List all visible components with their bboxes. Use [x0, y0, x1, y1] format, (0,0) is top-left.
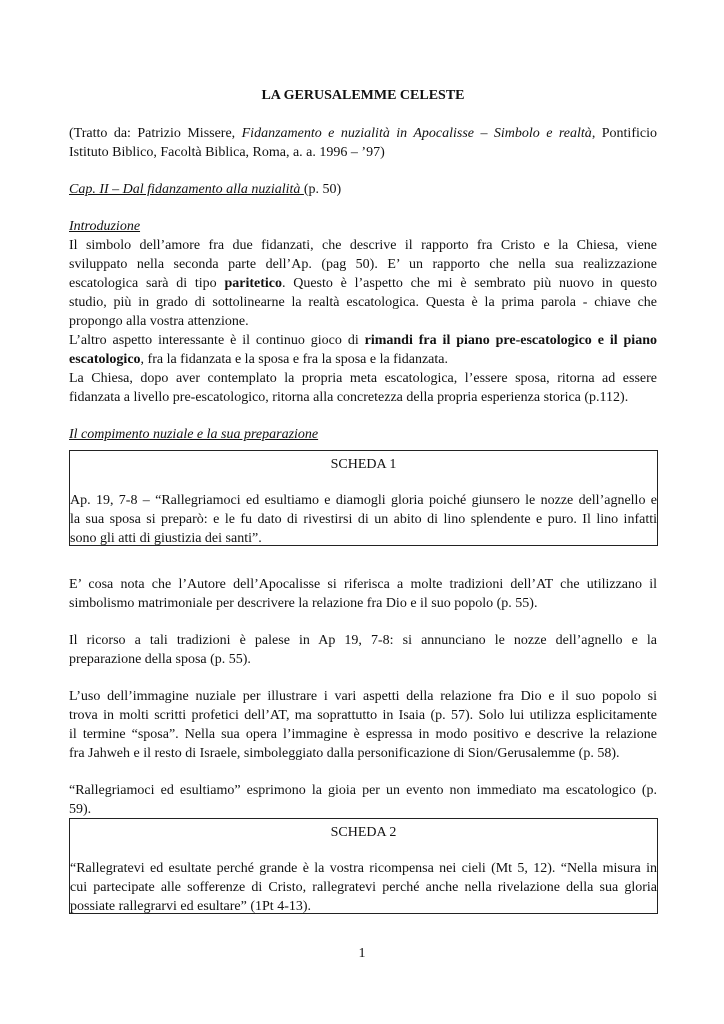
keyword-escatologico: escatologico: [69, 352, 141, 367]
body-text-line: preparazione della sposa (p. 55).: [69, 652, 251, 667]
intro-heading-text: Introduzione: [69, 219, 141, 234]
scheda-2-text-line: cui partecipate alle sofferenze di Cristo, rallegratevi perché anche nella rivelazione della sua gloria: [70, 880, 657, 895]
body-text-line: 59).: [69, 802, 92, 817]
chapter-title: Cap. II – Dal fidanzamento alla nuzialità: [69, 182, 304, 197]
body-text-line: trova in molti scritti profetici dell’AT, ma soprattutto in Isaia (p. 57). Solo lui utilizza esplicitamente: [69, 708, 657, 723]
keyword-rimandi: rimandi fra il piano pre-escatologico e il piano: [364, 333, 657, 348]
source-text: , Pontificio: [591, 126, 657, 141]
scheda-2-box: [69, 818, 658, 914]
intro-text: . Questo è l’aspetto che mi è sembrato più nuovo in questo: [281, 276, 657, 291]
intro-text-line: propongo alla vostra attenzione.: [69, 314, 249, 329]
intro-heading: [69, 217, 657, 236]
scheda-1-text-line: la sua sposa si preparò: e le fu dato di rivestirsi di un abito di lino splendente e puro. Il lino infatti: [70, 512, 657, 527]
chapter-page-ref: (p. 50): [303, 182, 342, 197]
body-text-line: fra Jahweh e il resto di Israele, simboleggiato dalla personificazione di Sion/Gerusalemme (p. 58).: [69, 746, 620, 761]
body-text-line: il termine “sposa”. Nella sua opera l’immagine è espressa in modo positivo e descrive la relazione: [69, 727, 657, 742]
document-title: LA GERUSALEMME CELESTE: [261, 88, 465, 103]
body-text-line: E’ cosa nota che l’Autore dell’Apocalisse si riferisca a molte tradizioni dell’AT che utilizzano il: [69, 577, 657, 592]
intro-text-line: [69, 274, 657, 293]
intro-text-line: sviluppato nella seconda parte dell’Ap. (pag 50). E’ un rapporto che nella sua realizzazione: [69, 257, 657, 272]
section-heading: [69, 425, 657, 444]
page-number: 1: [358, 946, 366, 961]
body-text-line: “Rallegriamoci ed esultiamo” esprimono la gioia per un evento non immediato ma escatologico (p.: [69, 783, 657, 798]
scheda-1-box: [69, 450, 658, 546]
intro-text: , fra la fidanzata e la sposa e fra la sposa e la fidanzata.: [140, 352, 448, 367]
intro-text-line: fidanzata a livello pre-escatologico, ritorna alla concretezza della propria esperienza storica (p.112).: [69, 390, 629, 405]
section-heading-text: Il compimento nuziale e la sua preparazione: [69, 427, 319, 442]
scheda-1-text-line: Ap. 19, 7-8 – “Rallegriamoci ed esultiamo e diamogli gloria poiché giunsero le nozze dell’agnello e: [70, 493, 657, 508]
scheda-1-text-line: sono gli atti di giustizia dei santi”.: [70, 531, 262, 546]
source-citation-line-2: Istituto Biblico, Facoltà Biblica, Roma, a. a. 1996 – ’97): [69, 145, 385, 160]
body-text-line: Il ricorso a tali tradizioni è palese in Ap 19, 7-8: si annunciano le nozze dell’agnello e la: [69, 633, 657, 648]
source-book-title: Fidanzamento e nuzialità in Apocalisse – Simbolo e realtà: [241, 126, 592, 141]
scheda-2-text-line: possiate rallegrarvi ed esultare” (1Pt 4-13).: [70, 899, 312, 914]
intro-text: escatologica sarà di tipo: [69, 276, 225, 291]
intro-text-line: studio, più in grado di sottolinearne la realtà escatologica. Questa è la prima parola - chiave che: [69, 295, 657, 310]
intro-text-line: Il simbolo dell’amore fra due fidanzati, che descrive il rapporto fra Cristo e la Chiesa, viene: [69, 238, 657, 253]
intro-text-line: [69, 350, 657, 369]
keyword-paritetico: paritetico: [224, 276, 282, 291]
scheda-1-title: SCHEDA 1: [330, 457, 397, 472]
source-citation-line-1: [69, 124, 657, 143]
intro-text-line: [69, 331, 657, 350]
source-text: (Tratto da: Patrizio Missere,: [69, 126, 242, 141]
body-text-line: simbolismo matrimoniale per descrivere la relazione fra Dio e il suo popolo (p. 55).: [69, 596, 538, 611]
chapter-heading: [69, 180, 657, 199]
scheda-2-title: SCHEDA 2: [330, 825, 397, 840]
body-text-line: L’uso dell’immagine nuziale per illustrare i vari aspetti della relazione fra Dio e il suo popolo si: [69, 689, 657, 704]
intro-text: L’altro aspetto interessante è il continuo gioco di: [69, 333, 365, 348]
intro-text-line: La Chiesa, dopo aver contemplato la propria meta escatologica, l’essere sposa, ritorna ad essere: [69, 371, 657, 386]
scheda-2-text-line: “Rallegratevi ed esultate perché grande è la vostra ricompensa nei cieli (Mt 5, 12). “Nella misura in: [70, 861, 657, 876]
